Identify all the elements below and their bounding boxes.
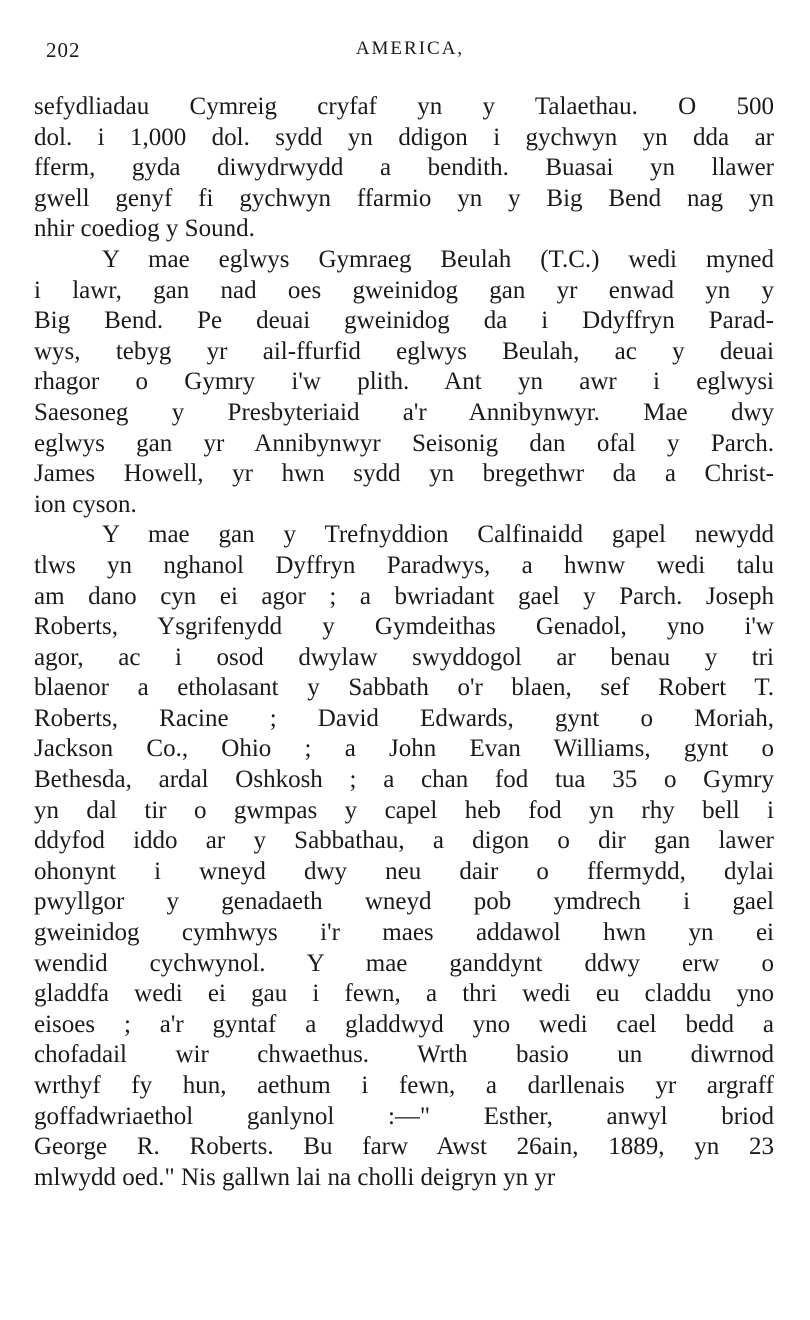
text-line: gladdfa wedi ei gau i fewn, a thri wedi eu claddu yno [34,980,774,1008]
text-line: eglwys gan yr Annibynwyr Seisonig dan ofal y Parch. [34,429,774,457]
paragraph [34,245,774,520]
text-line: Y mae eglwys Gymraeg Beulah (T.C.) wedi myned [102,245,774,273]
page-number: 202 [46,38,81,62]
text-line: tlws yn nghanol Dyffryn Paradwys, a hwnw wedi talu [34,551,774,579]
text-line: ohonynt i wneyd dwy neu dair o ffermydd, dylai [34,857,774,885]
text-line: George R. Roberts. Bu farw Awst 26ain, 1889, yn 23 [34,1133,774,1161]
text-line: mlwydd oed." Nis gallwn lai na cholli deigryn yn yr [34,1163,556,1191]
text-line: Roberts, Ysgrifenydd y Gymdeithas Genadol, yno i'w [34,613,774,641]
text-line: blaenor a etholasant y Sabbath o'r blaen, sef Robert T. [34,674,774,702]
text-line: Big Bend. Pe deuai gweinidog da i Ddyffryn Parad- [34,307,774,335]
text-line: agor, ac i osod dwylaw swyddogol ar benau y tri [34,643,774,671]
text-line: pwyllgor y genadaeth wneyd pob ymdrech i gael [34,888,774,916]
paragraph [34,92,774,245]
text-line: sefydliadau Cymreig cryfaf yn y Talaethau. O 500 [34,93,774,120]
text-line: gwell genyf fi gychwyn ffarmio yn y Big Bend nag yn [34,184,774,212]
text-line: gweinidog cymhwys i'r maes addawol hwn yn ei [34,919,774,947]
text-line: wys, tebyg yr ail-ffurfid eglwys Beulah, ac y deuai [34,337,774,365]
text-line: yn dal tir o gwmpas y capel heb fod yn rhy bell i [34,796,774,824]
text-line: ddyfod iddo ar y Sabbathau, a digon o dir gan lawer [34,827,774,855]
text-line: Bethesda, ardal Oshkosh ; a chan fod tua 35 o Gymry [34,766,774,794]
text-line: Jackson Co., Ohio ; a John Evan Williams, gynt o [34,735,774,763]
body-text [34,92,774,1193]
text-line: fferm, gyda diwydrwydd a bendith. Buasai yn llawer [34,154,774,182]
text-line: goffadwriaethol ganlynol :—" Esther, anwyl briod [34,1102,774,1130]
text-line: nhir coediog y Sound. [34,215,255,243]
text-line: am dano cyn ei agor ; a bwriadant gael y Parch. Joseph [34,582,774,610]
text-line: Y mae gan y Trefnyddion Calfinaidd gapel newydd [102,521,774,549]
text-line: Roberts, Racine ; David Edwards, gynt o Moriah, [34,704,774,732]
text-line: i lawr, gan nad oes gweinidog gan yr enwad yn y [34,276,774,304]
text-line: dol. i 1,000 dol. sydd yn ddigon i gychwyn yn dda ar [34,123,774,151]
text-line: chofadail wir chwaethus. Wrth basio un diwrnod [34,1041,774,1069]
text-line: wendid cychwynol. Y mae ganddynt ddwy erw o [34,949,774,977]
text-line: rhagor o Gymry i'w plith. Ant yn awr i eglwysi [34,368,774,396]
text-line: Saesoneg y Presbyteriaid a'r Annibynwyr. Mae dwy [34,398,774,426]
running-head [40,38,780,74]
text-line: eisoes ; a'r gyntaf a gladdwyd yno wedi cael bedd a [34,1010,774,1038]
text-line: James Howell, yr hwn sydd yn bregethwr da a Christ- [34,460,774,488]
text-line: ion cyson. [34,490,137,518]
running-title: AMERICA, [355,38,465,59]
paragraph [34,520,774,1193]
text-line: wrthyf fy hun, aethum i fewn, a darllenais yr argraff [34,1072,774,1099]
